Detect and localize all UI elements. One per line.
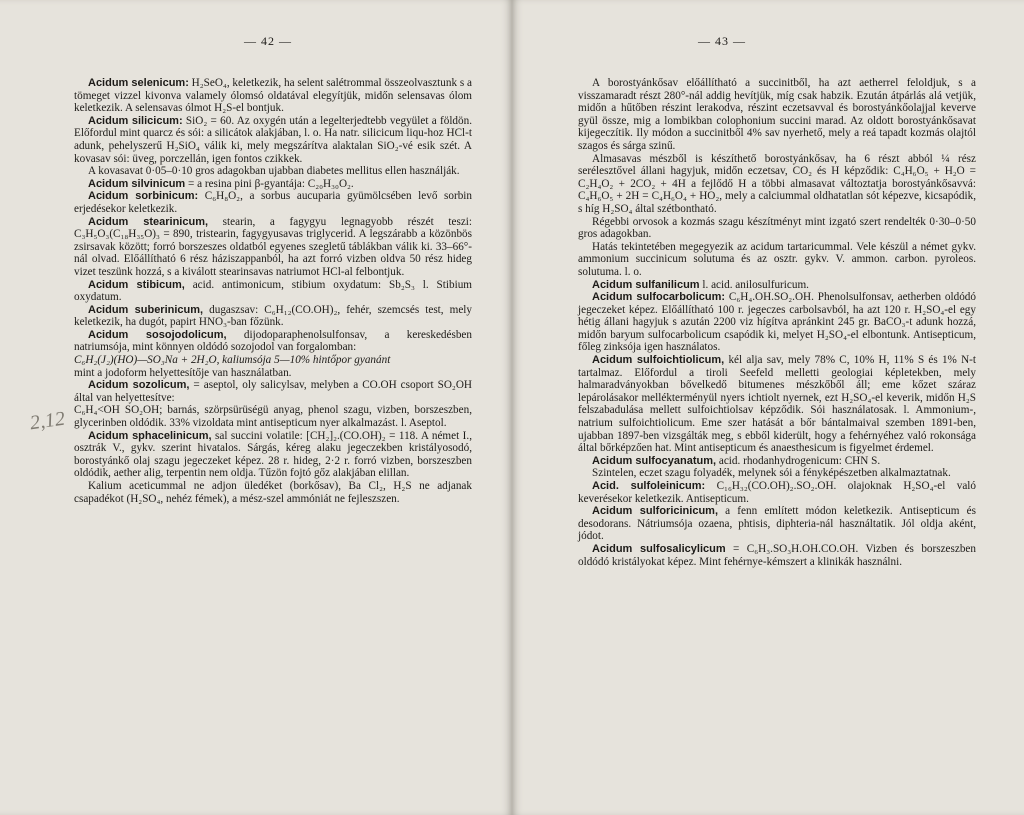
right-page xyxy=(512,0,1024,815)
entry-sphacelinicum-tests: Kalium aceticummal ne adjon üledéket (borkősav), Ba Cl₂, H₂S ne adjanak csapadékot (H₂SO₄, nehéz fémek), a mész-szel ammóniát ne fejleszszen. xyxy=(74,480,472,505)
left-page-text xyxy=(74,77,472,505)
entry-stearinicum: Acidum stearinicum, stearin, a fagygyu legnagyobb részét teszi: C₃H₅O₃(C₁₈H₃₅O)₃ = 890, tristearin, fagygyusavas triglycerid. A legszárabb a közönbös zsirsavak között; forró borszeszes oldatból egyenes szegletű táblákban válik ki. 33–66°-nál olvad. Előállítható 6 rész háziszappanból, ha azt forró vizben oldva 50 rész hideg vizet teszünk hozzá, s a kiválott stearinsavas natriumot HCl-al felbontjuk. xyxy=(74,215,472,278)
entry-selenicum: Acidum selenicum: H₂SeO₄, keletkezik, ha selent salétrommal összeolvasztunk s a tömeget vizzel kivonva valamely ólomsó oldatával elegyítjük, midőn selensavas ólom keletkezik. A selensavas ólmot H₂S-el bontjuk. xyxy=(74,77,473,115)
sozojodol-usage: mint a jodoform helyettesítője van használatban. xyxy=(74,366,292,379)
entry-sulfanilicum: Acidum sulfanilicum l. acid. anilosulfuricum. xyxy=(592,278,809,291)
right-page-text xyxy=(578,77,976,568)
entry-sphacelinicum: Acidum sphacelinicum, sal succini volatile: [CH₂]₂.(CO.OH)₂ = 118. A német I., osztrák V., gykv. szerint hivatalos. Sárgás, kéreg alaku jegeczekben kristályosodó, borostyánkő olaj szagu jegeczeket képez. 28 r. hideg, 2·2 r. forró vizben, borszeszben oldódik, aether alig, terpentin nem oldja. Tűzön fojtó gőz alakjában elillan. xyxy=(74,429,472,480)
entry-sulfoichtiolicum: Acidum sulfoichtiolicum, kél alja sav, mely 78% C, 10% H, 11% S és 1% N-t tartalmaz. Előfordul a tiroli Seefeld melletti geologiai képletekben, mely halmaradványokban bővelkedő bitumenes mészkőből áll; eme kőzet száraz lepárolásakor mellékterményül nyers ichtiolt nyernek, ezt H₂SO₄-el keverik, midőn H₂S felszabadulása mellett sulfoichtiolsav képződik. Sói használatosak. l. Ammonium-, natrium sulfoichtiolicum. Eme szer hatását a bőr bántalmaival szemben 1891-ben, ujabban 1897-ben vizsgálták meg, s ebből kiderült, hogy a fehérnyéhez való rokonsága által bőrképzően hat. Mint antisepticum és anaesthesicum is figyelmet érdemel. xyxy=(578,354,976,455)
entry-silicicum: Acidum silicicum: SiO₂ = 60. Az oxygén után a legelterjedtebb vegyület a földön. Előfordul mint quarcz és sói: a silicátok alakjában, l. o. Ha natr. silicicum liqu-hoz HCl-t adunk, pehelyszerű H₂SiO₄ válik ki, mely megszárítva alaktalan SiO₂-vé esik szét. A kovasav sói: üveg, porczellán, igen fontos czikkek. xyxy=(74,114,473,165)
entry-sorbinicum: Acidum sorbinicum: C₆H₈O₂, a sorbus aucuparia gyümölcsében levő sorbin erjedésekor keletkezik. xyxy=(74,190,472,215)
entry-silvinicum: Acidum silvinicum = a resina pini β-gyantája: C₂₀H₃₀O₂. xyxy=(88,177,354,190)
margin-pencil-note: 2,12 xyxy=(28,407,67,435)
entry-succinic-dose: Régebbi orvosok a kozmás szagu készítményt mint izgató szert rendelték 0·30–0·50 gros adagokban. xyxy=(578,215,976,241)
entry-sulfoleinicum: Acid. sulfoleinicum: C₁₆H₃₂(CO.OH)₂.SO₂.OH. olajoknak H₂SO₄-el való keverésekor keletkezik. Antisepticum. xyxy=(578,480,976,505)
entry-stibicum: Acidum stibicum, acid. antimonicum, stibium oxydatum: Sb₂S₃ l. Stibium oxydatum. xyxy=(74,278,472,304)
page-number-right: — 43 — xyxy=(698,34,746,48)
entry-sulfosalicylicum: Acidum sulfosalicylicum = C₆H₃.SO₃H.OH.CO.OH. Vizben és borszeszben oldódó kristályokat képez. Mint fehérnye-kémszert a klinikák használni. xyxy=(578,542,976,568)
entry-sosojodolicum: Acidum sosojodolicum, dijodoparaphenolsulfonsav, a kereskedésben natriumsója, mint könnyen oldódó sozojodol van forgalomban: xyxy=(74,328,472,354)
entry-silicicum-dose: A kovasavat 0·05–0·10 gros adagokban ujabban diabetes mellitus ellen használják. xyxy=(88,165,460,178)
entry-sulforicinicum: Acidum sulforicinicum, a fenn említett módon keletkezik. Antisepticum és desodorans. Nátriumsója ozaena, phtisis, diphteria-nál használtatik. Jól oldja aként, jódot. xyxy=(578,505,976,543)
entry-succinic-effect: Hatás tekintetében megegyezik az acidum tartaricummal. Vele készül a német gykv. ammonium succinicum solutuma és az osztr. gykv. V. ammon. carbon. pyroleos. solutuma. l. o. xyxy=(578,240,976,278)
formula-sozojodol: C₆H₂(J₂)(HO)—SO₃Na + 2H₂O, kaliumsója 5—10% hintőpor gyanánt xyxy=(74,354,391,367)
entry-sulfocyanatum: Acidum sulfocyanatum, acid. rhodanhydrogenicum: CHN S. xyxy=(592,454,881,467)
entry-succinic-prep: A borostyánkősav előállítható a succinitből, ha azt aetherrel feloldjuk, s a visszamaradt részt 280°-nál addig hevítjük, míg csak habzik. Ezután átpárlás alá vetjük, midőn a hűtőben részint lerakodva, részint eczetsavval és borostyánkőolajjal keverve gyül össze, mig a lombikban colophonium succini marad. Az oldott borostyánkősavat kijegeczítik. Ily módon a succinitből 4% sav nyerhető, mely a reá tapadt kozmás olajtól szagos és sárga szinű. xyxy=(578,77,976,152)
entry-succinic-malate: Almasavas mészből is készíthető borostyánkősav, ha 6 részt abból ¼ rész serélesztővel állani hagyjuk, midőn eczetsav, CO₂ és H képződik: C₄H₆O₅ + H₂O = C₂H₄O₂ + 2CO₂ + 4H a fejlődő H a többi almasavat változtatja borostyánkősavvá: C₄H₆O₅ + 2H = C₄H₆O₄ + HO₂, mely a calciummal oldhatatlan sót képezve, kicsapódik, s híg H₂SO₄ által szétbontható. xyxy=(578,152,976,215)
entry-suberinicum: Acidum suberinicum, dugaszsav: C₆H₁₂(CO.OH)₂, fehér, szemcsés test, mely keletkezik, ha dugót, papirt HNO₃-ban főzünk. xyxy=(74,303,472,329)
page-number-left: — 42 — xyxy=(244,34,292,48)
entry-sulfocarbolicum: Acidum sulfocarbolicum: C₆H₄.OH.SO₂.OH. Phenolsulfonsav, aetherben oldódó jegeczeket képez. Előállítható 100 r. jegeczes carbolsavból, ha azt 120 r. H₂SO₄-el egy hétig állani hagyjuk s azután 2200 viz hígítva apránkint 245 gr. BaCO₃-t adunk hozzá, midőn baryum sulfocarbolicum csapódik ki, melyet H₂SO₄-el elbontunk. Antisepticum, főleg zinksója igen használatos. xyxy=(578,291,976,354)
formula-aseptol: C₆H₄<OH SO₂OH; barnás, szörpsürüségü anyag, phenol szagu, vizben, borszeszben, glycerinben oldódik. 33% vizoldata mint antisepticum nyer alkalmazást. l. Aseptol. xyxy=(74,404,472,430)
entry-sulfocyanatum-desc: Szintelen, eczet szagu folyadék, melynek sói a fényképészetben alkalmaztatnak. xyxy=(592,467,951,480)
entry-sozolicum: Acidum sozolicum, = aseptol, oly salicylsav, melyben a CO.OH csoport SO₂OH által van helyettesítve: xyxy=(74,379,472,404)
